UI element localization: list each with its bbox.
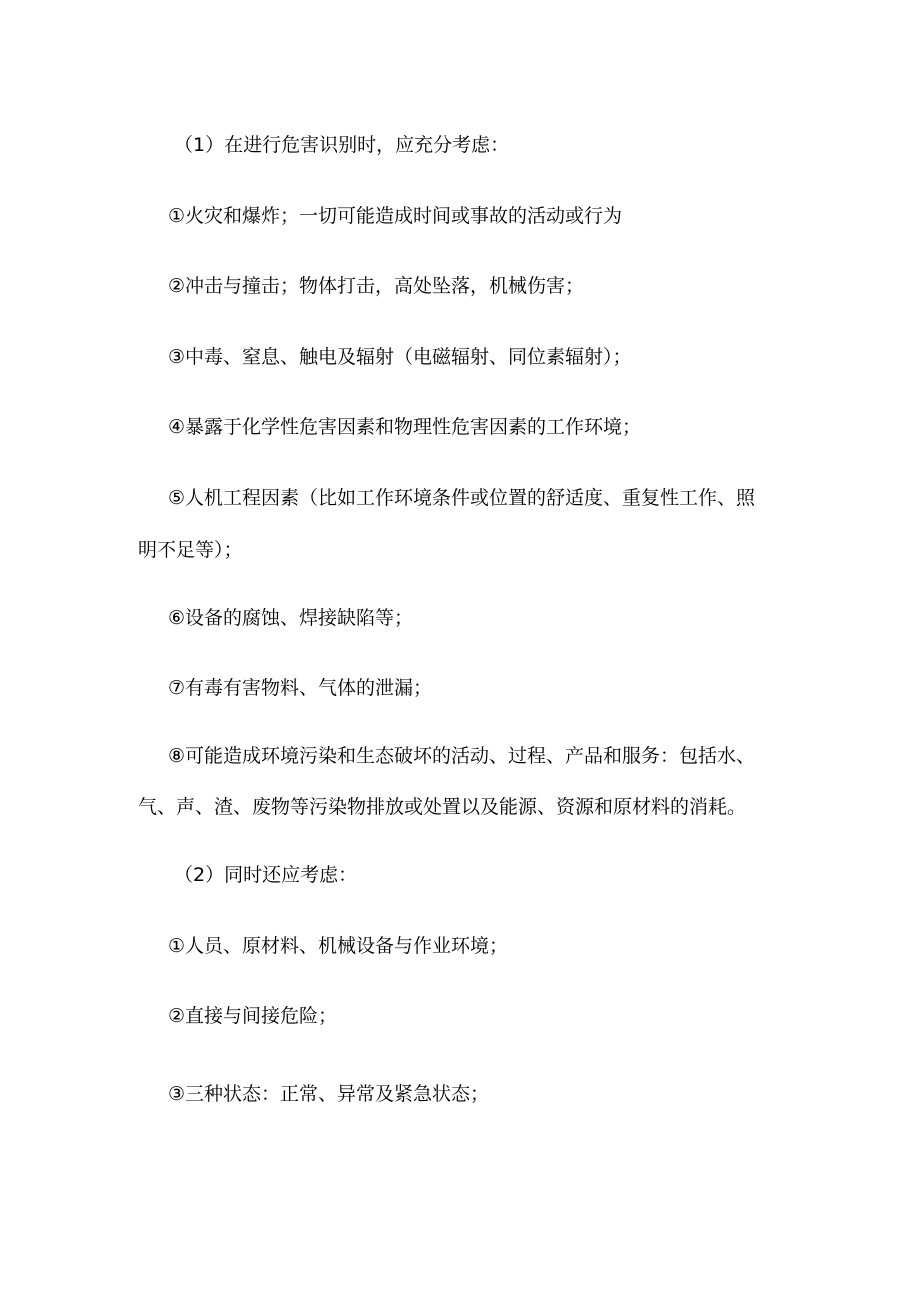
section-1-item-5-line-2: 明不足等）；	[138, 539, 243, 561]
section-2-item-2: ②直接与间接危险；	[168, 1005, 338, 1027]
section-1-item-3: ③中毒、窒息、触电及辐射（电磁辐射、同位素辐射）；	[168, 346, 632, 368]
section-2-heading: （2）同时还应考虑：	[174, 864, 358, 886]
section-1-heading: （1）在进行危害识别时，应充分考虑：	[174, 134, 510, 156]
section-1-item-6: ⑥设备的腐蚀、焊接缺陷等；	[168, 607, 414, 629]
section-1-item-7: ⑦有毒有害物料、气体的泄漏；	[168, 677, 433, 699]
section-1-item-1: ①火灾和爆炸；一切可能造成时间或事故的活动或行为	[168, 205, 623, 227]
section-1-item-4: ④暴露于化学性危害因素和物理性危害因素的工作环境；	[168, 416, 642, 438]
section-1-item-2: ②冲击与撞击；物体打击，高处坠落，机械伤害；	[168, 275, 585, 297]
section-1-item-5-line-1: ⑤人机工程因素（比如工作环境条件或位置的舒适度、重复性工作、照	[168, 487, 756, 509]
section-1-item-8-line-2: 气、声、渣、废物等污染物排放或处置以及能源、资源和原材料的消耗。	[138, 796, 747, 818]
section-1-item-8-line-1: ⑧可能造成环境污染和生态破坏的活动、过程、产品和服务：包括水、	[168, 745, 756, 767]
section-2-item-3: ③三种状态：正常、异常及紧急状态；	[168, 1083, 490, 1105]
section-2-item-1: ①人员、原材料、机械设备与作业环境；	[168, 935, 509, 957]
